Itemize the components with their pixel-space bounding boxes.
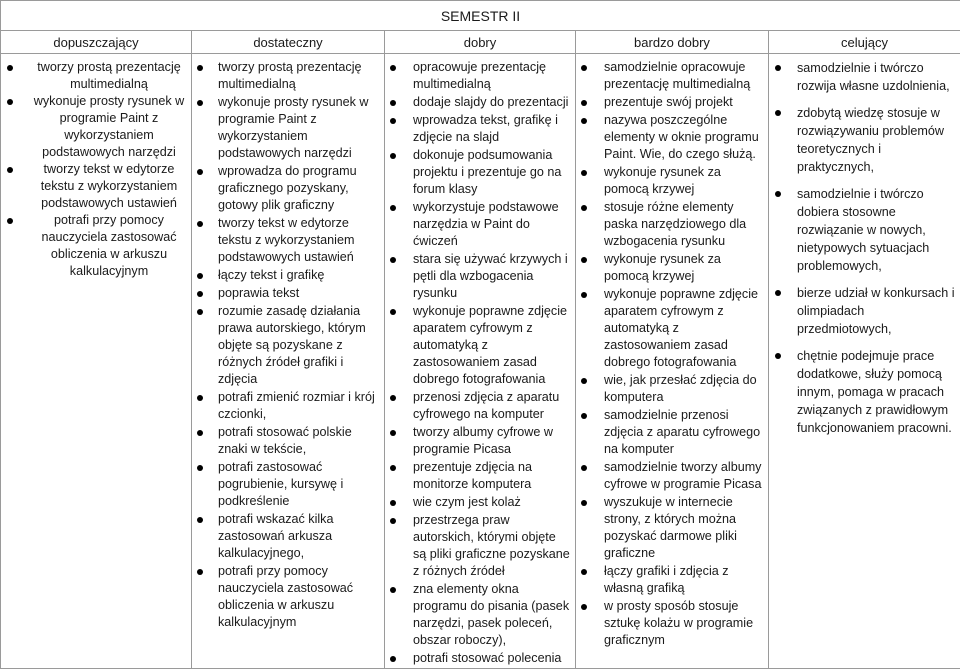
criterion-item: zna elementy okna programu do pisania (pasek narzędzi, pasek poleceń, obszar roboczy), xyxy=(413,581,571,649)
criterion-item: nazywa poszczególne elementy w oknie programu Paint. Wie, do czego służą. xyxy=(604,112,764,163)
criterion-item: wykonuje rysunek za pomocą krzywej xyxy=(604,164,764,198)
criterion-item: wykonuje prosty rysunek w programie Paint z wykorzystaniem podstawowych narzędzi xyxy=(218,94,380,162)
criterion-item: wykonuje prosty rysunek w programie Paint z wykorzystaniem podstawowych narzędzi xyxy=(31,93,187,161)
criterion-item: potrafi zmienić rozmiar i krój czcionki, xyxy=(218,389,380,423)
criterion-item: samodzielnie tworzy albumy cyfrowe w programie Picasa xyxy=(604,459,764,493)
criteria-row xyxy=(1,54,960,669)
grade-header-bardzo-dobry: bardzo dobry xyxy=(576,31,769,54)
criteria-list xyxy=(576,54,768,649)
criterion-item: potrafi przy pomocy nauczyciela zastosować obliczenia w arkuszu kalkulacyjnym xyxy=(218,563,380,631)
criterion-item: tworzy prostą prezentację multimedialną xyxy=(31,59,187,93)
grade-header-dobry: dobry xyxy=(385,31,576,54)
criterion-item: samodzielnie przenosi zdjęcia z aparatu cyfrowego na komputer xyxy=(604,407,764,458)
criterion-item: wprowadza do programu graficznego pozyskany, gotowy plik graficzny xyxy=(218,163,380,214)
criterion-item: wprowadza tekst, grafikę i zdjęcie na slajd xyxy=(413,112,571,146)
criterion-item: wyszukuje w internecie strony, z których można pozyskać darmowe pliki graficzne xyxy=(604,494,764,562)
criterion-item: wie, jak przesłać zdjęcia do komputera xyxy=(604,372,764,406)
criteria-column-dobry xyxy=(385,54,576,669)
criterion-item: w prosty sposób stosuje sztukę kolażu w programie graficznym xyxy=(604,598,764,649)
criterion-item: przenosi zdjęcia z aparatu cyfrowego na komputer xyxy=(413,389,571,423)
criterion-item: wykorzystuje podstawowe narzędzia w Paint do ćwiczeń xyxy=(413,199,571,250)
criteria-list xyxy=(192,54,384,631)
criterion-item: potrafi stosować polecenia xyxy=(413,650,571,667)
criterion-item: łączy grafiki i zdjęcia z własną grafiką xyxy=(604,563,764,597)
criterion-item: chętnie podejmuje prace dodatkowe, służy pomocą innym, pomaga w pracach związanych z prawidłowym funkcjonowaniem pracowni. xyxy=(797,347,956,437)
grade-header-dopuszczajacy: dopuszczający xyxy=(1,31,192,54)
criterion-item: opracowuje prezentację multimedialną xyxy=(413,59,571,93)
criterion-item: potrafi stosować polskie znaki w tekście, xyxy=(218,424,380,458)
criterion-item: łączy tekst i grafikę xyxy=(218,267,380,284)
criterion-item: potrafi wskazać kilka zastosowań arkusza kalkulacyjnego, xyxy=(218,511,380,562)
criterion-item: rozumie zasadę działania prawa autorskiego, którym objęte są pozyskane z różnych źródeł grafiki i zdjęcia xyxy=(218,303,380,388)
criterion-item: stara się używać krzywych i pętli dla wzbogacenia rysunku xyxy=(413,251,571,302)
criterion-item: poprawia tekst xyxy=(218,285,380,302)
semester-title: SEMESTR II xyxy=(1,1,960,31)
criterion-item: przestrzega praw autorskich, którymi objęte są pliki graficzne pozyskane z różnych źródeł xyxy=(413,512,571,580)
criteria-column-dopuszczajacy xyxy=(1,54,192,669)
criteria-column-dostateczny xyxy=(192,54,385,669)
criterion-item: zdobytą wiedzę stosuje w rozwiązywaniu problemów teoretycznych i praktycznych, xyxy=(797,104,956,176)
grade-header-dostateczny: dostateczny xyxy=(192,31,385,54)
criterion-item: bierze udział w konkursach i olimpiadach przedmiotowych, xyxy=(797,284,956,338)
criteria-list xyxy=(769,54,960,437)
criterion-item: wie czym jest kolaż xyxy=(413,494,571,511)
criterion-item: samodzielnie i twórczo rozwija własne uzdolnienia, xyxy=(797,59,956,95)
criterion-item: potrafi przy pomocy nauczyciela zastosować obliczenia w arkuszu kalkulacyjnym xyxy=(31,212,187,280)
criteria-column-celujacy xyxy=(769,54,960,669)
criterion-item: stosuje różne elementy paska narzędziowego dla wzbogacenia rysunku xyxy=(604,199,764,250)
criterion-item: wykonuje rysunek za pomocą krzywej xyxy=(604,251,764,285)
criteria-list xyxy=(385,54,575,667)
criterion-item: dodaje slajdy do prezentacji xyxy=(413,94,571,111)
criterion-item: tworzy tekst w edytorze tekstu z wykorzystaniem podstawowych ustawień xyxy=(218,215,380,266)
criterion-item: prezentuje zdjęcia na monitorze komputera xyxy=(413,459,571,493)
criterion-item: potrafi zastosować pogrubienie, kursywę i podkreślenie xyxy=(218,459,380,510)
criterion-item: wykonuje poprawne zdjęcie aparatem cyfrowym z automatyką z zastosowaniem zasad dobrego fotografowania xyxy=(604,286,764,371)
criterion-item: samodzielnie opracowuje prezentację multimedialną xyxy=(604,59,764,93)
criterion-item: tworzy tekst w edytorze tekstu z wykorzystaniem podstawowych ustawień xyxy=(31,161,187,212)
criterion-item: wykonuje poprawne zdjęcie aparatem cyfrowym z automatyką z zastosowaniem zasad dobrego fotografowania xyxy=(413,303,571,388)
criterion-item: samodzielnie i twórczo dobiera stosowne rozwiązanie w nowych, nietypowych sytuacjach problemowych, xyxy=(797,185,956,275)
criterion-item: prezentuje swój projekt xyxy=(604,94,764,111)
criteria-column-bardzo-dobry xyxy=(576,54,769,669)
criterion-item: tworzy prostą prezentację multimedialną xyxy=(218,59,380,93)
criterion-item: tworzy albumy cyfrowe w programie Picasa xyxy=(413,424,571,458)
grade-header-celujacy: celujący xyxy=(769,31,960,54)
grade-header-row xyxy=(1,31,960,54)
criterion-item: dokonuje podsumowania projektu i prezentuje go na forum klasy xyxy=(413,147,571,198)
criteria-list xyxy=(1,54,191,280)
